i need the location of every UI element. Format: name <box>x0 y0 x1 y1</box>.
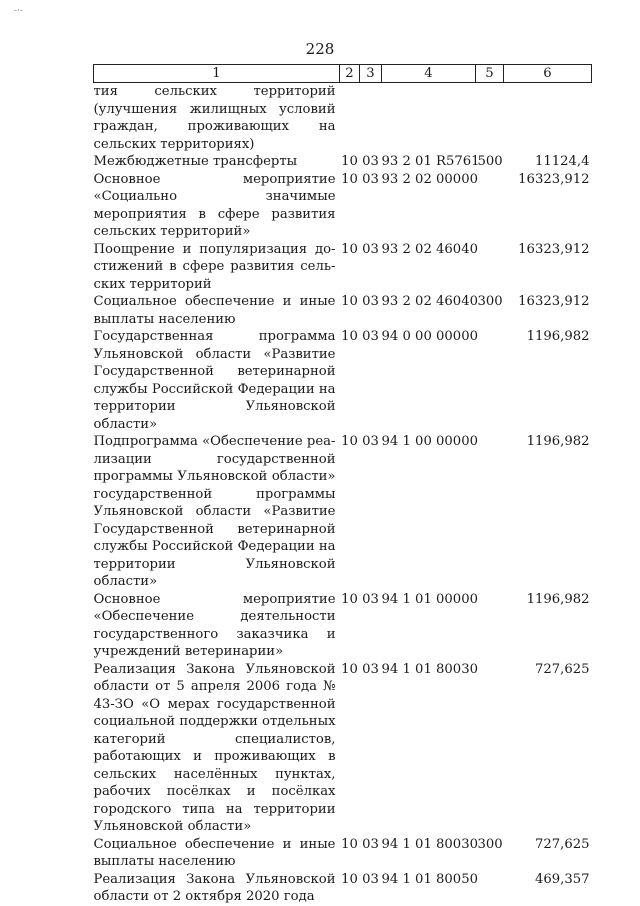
row-subsection-cell: 03 <box>362 591 379 607</box>
row-section-cell: 10 <box>341 171 358 187</box>
row-name-cell: Государственная программа Ульяновской области «Развитие Государственной ветеринарной службы Российской Федерации на территории Ульяновской области» <box>93 329 336 432</box>
row-amount-cell: 1196,982 <box>526 329 590 344</box>
row-expense-type-cell <box>476 433 504 591</box>
row-expense-type-cell <box>476 871 504 906</box>
row-amount-cell: 16323,912 <box>518 294 590 309</box>
row-amount-cell <box>504 83 592 154</box>
row-expense-type-cell <box>476 241 504 294</box>
row-target-article-cell: 94 1 01 80030 <box>381 836 478 852</box>
row-name-cell: Основное мероприятие «Обеспечение деятельности государственного заказчика и учреждений ветеринарии» <box>93 591 336 659</box>
table-row <box>94 591 592 661</box>
table-row <box>94 661 592 836</box>
row-section-cell: 10 <box>341 241 358 257</box>
row-target-article-cell: 94 1 00 00000 <box>381 434 478 449</box>
table-row <box>94 871 592 906</box>
row-subsection-cell <box>360 83 382 154</box>
column-header: 2 <box>340 65 360 83</box>
table-row <box>94 83 592 154</box>
row-amount-cell: 11124,4 <box>534 154 590 169</box>
table-header-row <box>94 65 592 83</box>
row-subsection-cell: 03 <box>362 154 379 169</box>
row-expense-type-cell <box>476 328 504 433</box>
row-expense-type-cell <box>476 83 504 154</box>
row-expense-type-cell: 500 <box>477 154 503 169</box>
row-name-cell: Реализация Закона Ульяновской области от 5 апреля 2006 года № 43-ЗО «О мерах государственной социальной поддержки отдельных категорий специалистов, работающих и проживающих в сельских населённых пунктах, рабочих посёлках и посёлках городского типа на территории Ульяновской области» <box>93 661 336 834</box>
row-name-cell: Основное мероприятие «Социально значимые мероприятия в сфере развития сельских территорий» <box>93 171 336 239</box>
table-row <box>94 836 592 871</box>
table-row <box>94 241 592 294</box>
row-subsection-cell: 03 <box>362 329 379 344</box>
column-header: 5 <box>476 65 504 83</box>
row-name-cell: Подпрограмма «Обеспечение реализации государственной программы Ульяновской области» государственной программы Ульяновской области «Развитие Государственной ветеринарной службы Российской Федерации на территории Ульяновской области» <box>93 434 336 589</box>
row-expense-type-cell <box>476 661 504 836</box>
row-amount-cell: 1196,982 <box>526 434 590 449</box>
row-subsection-cell: 03 <box>362 171 379 187</box>
row-section-cell: 10 <box>341 154 358 169</box>
row-subsection-cell: 03 <box>362 871 379 887</box>
table-row <box>94 328 592 433</box>
column-header: 6 <box>504 65 592 83</box>
row-subsection-cell: 03 <box>362 241 379 257</box>
row-expense-type-cell <box>476 171 504 241</box>
row-section-cell: 10 <box>341 434 358 449</box>
row-name-cell: Реализация Закона Ульяновской области от 2 октября 2020 года <box>93 871 336 904</box>
row-section-cell: 10 <box>341 329 358 344</box>
row-target-article-cell: 93 2 02 46040 <box>381 294 478 309</box>
column-header: 1 <box>94 65 340 83</box>
row-section-cell: 10 <box>341 294 358 309</box>
table-row <box>94 433 592 591</box>
row-target-article-cell: 94 0 00 00000 <box>381 329 478 344</box>
budget-table <box>93 64 592 906</box>
page-number: 228 <box>305 40 335 58</box>
column-header: 3 <box>360 65 382 83</box>
row-target-article-cell <box>382 83 476 154</box>
row-section-cell: 10 <box>341 661 358 677</box>
row-subsection-cell: 03 <box>362 434 379 449</box>
row-amount-cell: 727,625 <box>534 661 590 677</box>
row-target-article-cell: 94 1 01 00000 <box>381 591 478 607</box>
row-amount-cell: 727,625 <box>534 836 590 852</box>
row-subsection-cell: 03 <box>362 836 379 852</box>
row-amount-cell: 1196,982 <box>526 591 590 607</box>
row-target-article-cell: 93 2 01 R5761 <box>381 154 480 169</box>
row-section-cell: 10 <box>341 836 358 852</box>
row-section-cell: 10 <box>341 591 358 607</box>
row-amount-cell: 16323,912 <box>518 171 590 187</box>
row-section-cell: 10 <box>341 871 358 887</box>
row-name-cell: Межбюджетные трансферты <box>93 154 298 169</box>
table-row <box>94 293 592 328</box>
row-target-article-cell: 93 2 02 00000 <box>381 171 478 187</box>
row-target-article-cell: 94 1 01 80030 <box>381 661 478 677</box>
column-header: 4 <box>382 65 476 83</box>
table-row <box>94 153 592 171</box>
row-expense-type-cell: 300 <box>477 836 503 852</box>
row-expense-type-cell <box>476 591 504 661</box>
row-amount-cell: 16323,912 <box>518 241 590 257</box>
row-section-cell <box>340 83 360 154</box>
row-target-article-cell: 93 2 02 46040 <box>381 241 478 257</box>
row-subsection-cell: 03 <box>362 294 379 309</box>
row-name-cell: тия сельских территорий (улучшения жилищных условий граждан, проживающих на сельских территориях) <box>93 84 336 152</box>
row-target-article-cell: 94 1 01 80050 <box>381 871 478 887</box>
row-name-cell: Социальное обеспечение и иные выплаты населению <box>93 294 336 327</box>
row-amount-cell: 469,357 <box>534 871 590 887</box>
row-name-cell: Поощрение и популяризация достижений в сфере развития сельских территорий <box>93 241 336 292</box>
row-name-cell: Социальное обеспечение и иные выплаты населению <box>93 836 336 869</box>
row-subsection-cell: 03 <box>362 661 379 677</box>
scan-mark-top-left: -·- <box>14 6 23 16</box>
row-expense-type-cell: 300 <box>477 294 503 309</box>
table-body <box>94 83 592 906</box>
table-row <box>94 171 592 241</box>
